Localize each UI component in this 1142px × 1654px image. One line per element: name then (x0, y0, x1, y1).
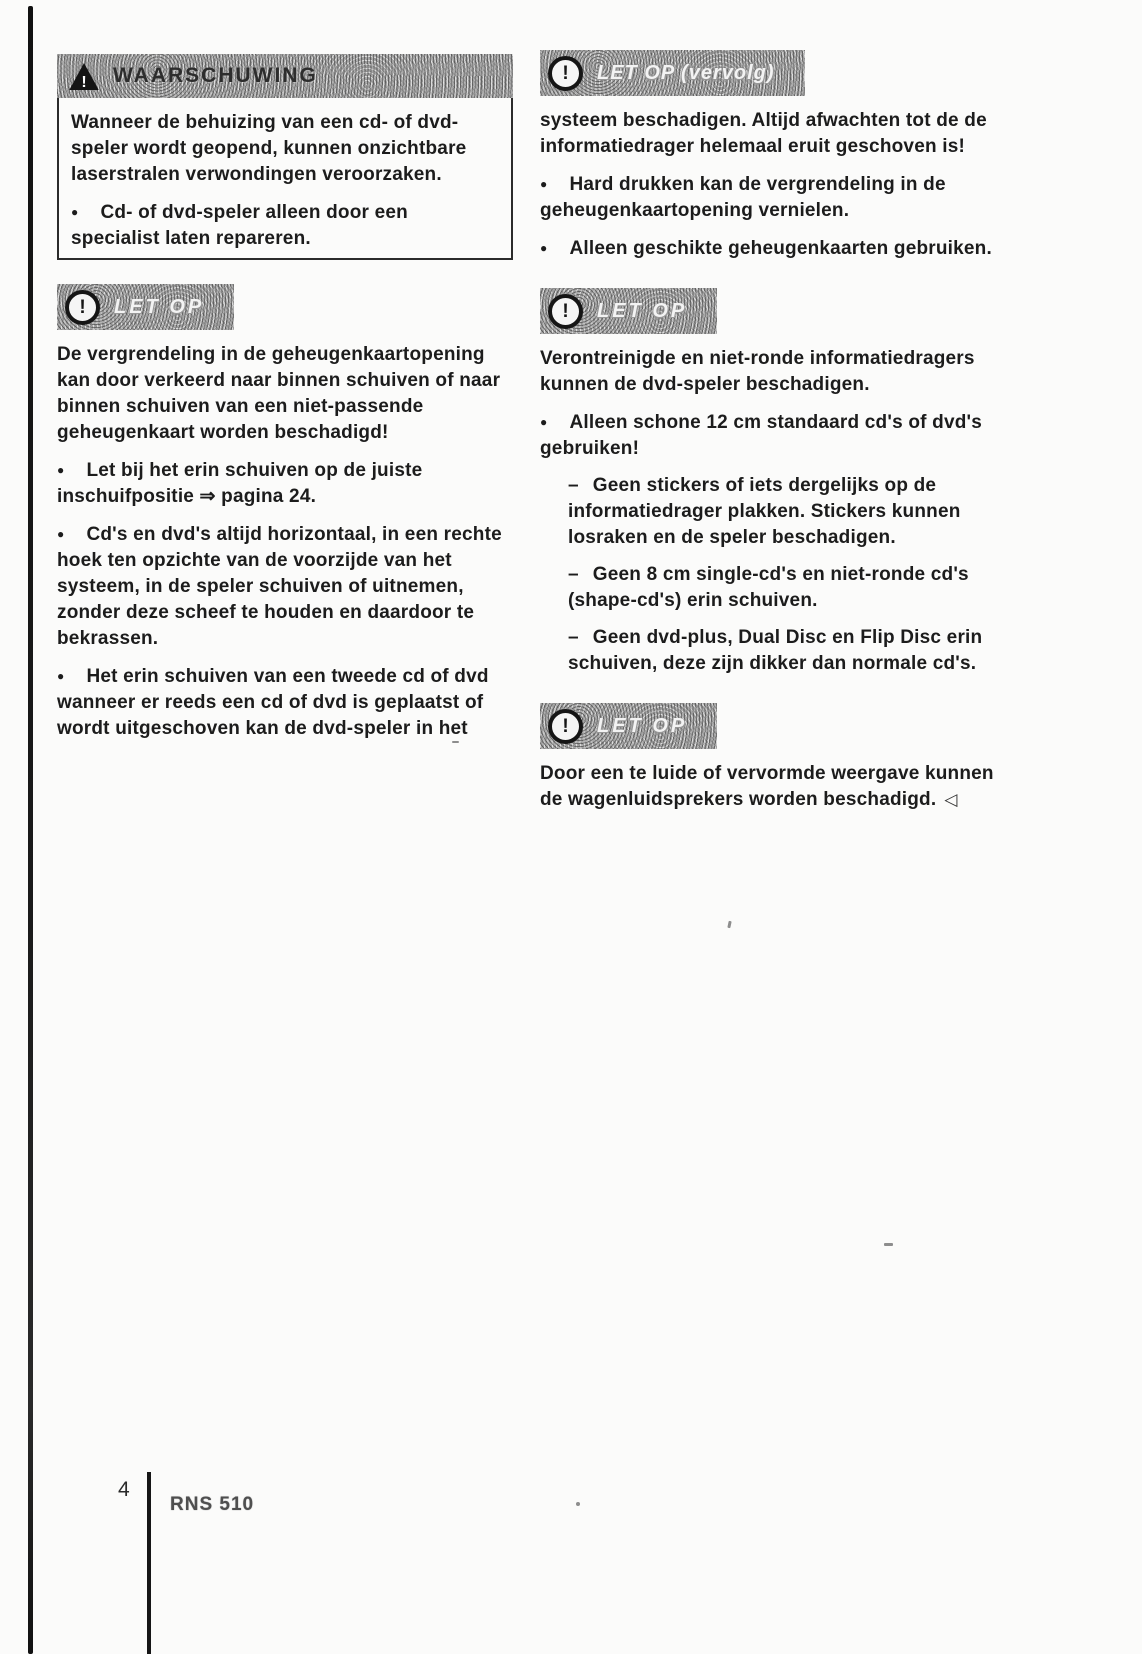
note-paragraph-text: Door een te luide of vervormde weergave kunnen de wagenluidsprekers worden beschadigd. (540, 763, 994, 810)
warning-box (57, 54, 513, 260)
note-paragraph: De vergrendeling in de geheugenkaartopening kan door verkeerd naar binnen schuiven of naar binnen schuiven van een niet-passende geheugenkaart worden beschadigd! (57, 344, 501, 443)
note-header-label: LET OP (597, 714, 688, 737)
note-paragraph: systeem beschadigen. Altijd afwachten tot de de informatiedrager helemaal eruit geschoven is! (540, 110, 987, 157)
note-dash-item: – Geen dvd-plus, Dual Disc en Flip Disc erin schuiven, deze zijn dikker dan normale cd's. (568, 625, 1018, 677)
note-section-memory-card (57, 284, 513, 742)
note-bullet-item: ● Alleen geschikte geheugenkaarten gebruiken. (540, 235, 1018, 262)
note-header (57, 284, 234, 330)
note-bullet-item: ● Cd's en dvd's altijd horizontaal, in een rechte hoek ten opzichte van de voorzijde van het systeem, in de speler schuiven of uitnemen, zonder deze scheef te houden en daardoor te bekrassen. (57, 521, 513, 652)
scan-speck (576, 1502, 580, 1506)
warning-paragraph: Wanneer de behuizing van een cd- of dvd-speler wordt geopend, kunnen onzichtbare laserstralen verwondingen veroorzaken. (71, 112, 467, 185)
attention-circle-icon: ! (548, 56, 583, 91)
warning-header-label: WAARSCHUWING (113, 64, 318, 87)
scan-speck (452, 741, 459, 743)
warning-body (59, 98, 511, 258)
note-bullet-item: ● Let bij het erin schuiven op de juiste inschuifpositie ⇒ pagina 24. (57, 457, 513, 510)
note-header-label: LET OP (vervolg) (597, 61, 775, 84)
note-section-discs (540, 288, 1018, 677)
note-header-label: LET OP (597, 299, 688, 322)
warning-bullet-item: ● Cd- of dvd-speler alleen door een specialist laten repareren. (71, 199, 499, 252)
note-dash-item: – Geen stickers of iets dergelijks op de informatiedrager plakken. Stickers kunnen losraken en de speler beschadigen. (568, 473, 1018, 551)
note-paragraph (540, 761, 1018, 813)
note-header-label: LET OP (114, 295, 205, 318)
footer-model-label: RNS 510 (170, 1494, 255, 1515)
right-column (540, 50, 1018, 839)
note-header (540, 288, 717, 334)
note-bullet-item: ● Het erin schuiven van een tweede cd of dvd wanneer er reeds een cd of dvd is geplaatst of wordt uitgeschoven kan de dvd-speler in het (57, 663, 513, 742)
attention-circle-icon: ! (65, 290, 100, 325)
left-column (57, 55, 513, 768)
svg-text:!: ! (81, 73, 87, 90)
note-bullet-item: ● Alleen schone 12 cm standaard cd's of dvd's gebruiken! (540, 409, 1018, 462)
scan-speck (727, 921, 731, 928)
warning-triangle-icon (69, 63, 99, 90)
note-paragraph: Verontreinigde en niet-ronde informatiedragers kunnen de dvd-speler beschadigen. (540, 348, 975, 395)
attention-circle-icon: ! (548, 709, 583, 744)
attention-circle-icon: ! (548, 294, 583, 329)
scan-edge-line (28, 6, 33, 1654)
warning-header (57, 54, 513, 98)
note-header (540, 703, 717, 749)
note-dash-item: – Geen 8 cm single-cd's en niet-ronde cd's (shape-cd's) erin schuiven. (568, 562, 1018, 614)
note-bullet-item: ● Hard drukken kan de vergrendeling in de geheugenkaartopening vernielen. (540, 171, 1018, 224)
note-section-continued (540, 50, 1018, 262)
note-header (540, 50, 805, 96)
page-number: 4 (118, 1478, 130, 1501)
footer-divider (147, 1472, 151, 1654)
note-section-volume (540, 703, 1018, 813)
scan-speck (884, 1243, 893, 1246)
section-end-marker: ◁ (944, 790, 958, 809)
